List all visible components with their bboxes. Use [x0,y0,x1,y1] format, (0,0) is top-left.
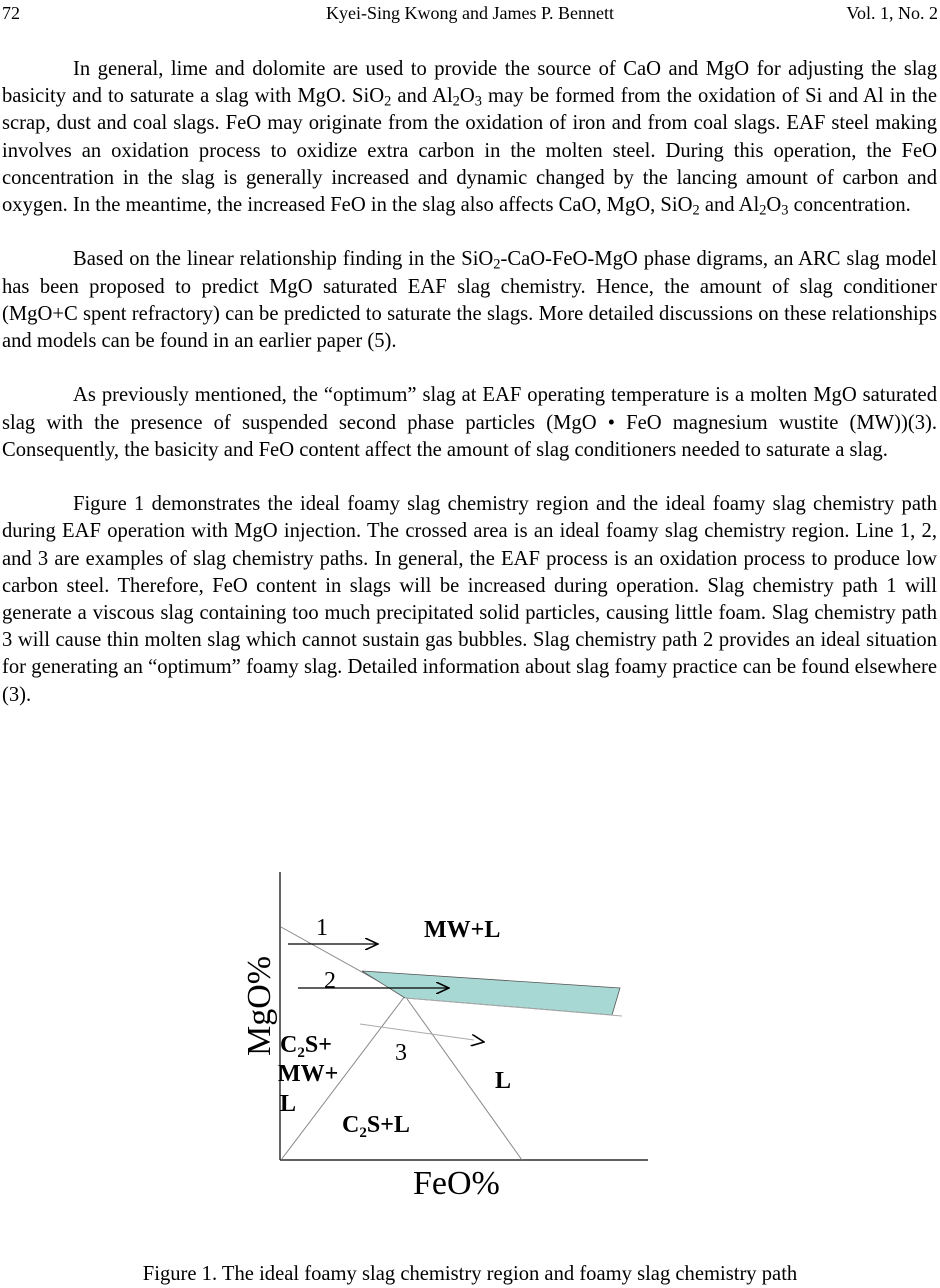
region-label-c2s-mw-l: $C_2S+$ MW+ L [278,1032,339,1117]
x-axis-label: FeO% [413,1165,500,1202]
paragraph [2,56,937,219]
paragraph [2,382,937,464]
subscript: 2 [493,257,501,273]
figure-caption: Figure 1. The ideal foamy slag chemistry region and foamy slag chemistry path [142,1263,798,1285]
paragraph-text: concentration. [788,194,911,217]
subscript: 2 [692,202,700,219]
paragraph-text: -CaO-FeO-MgO phase digrams, an ARC slag model has been proposed to predict MgO saturated EAF slag chemistry. Hence, the amount of slag conditioner (MgO+C spent refractory) can be predicted to saturate the slags. More detailed discussions on these relationships and models can be found in an earlier paper (5). [2,248,937,353]
running-head-authors: Kyei-Sing Kwong and James P. Bennett [326,3,614,23]
region-label-l: L [495,1068,512,1094]
ideal-foamy-slag-region [362,971,620,1015]
paragraph-text: Based on the linear relationship finding in the SiO [73,248,494,271]
y-axis-label: MgO% [241,955,278,1056]
paragraph-text: and Al [391,85,453,108]
page-number: 72 [2,3,20,23]
region-label-mw-l: MW+L [424,917,501,943]
lower-guide-line [360,1024,474,1040]
paragraph-text: As previously mentioned, the “optimum” slag at EAF operating temperature is a molten MgO saturated slag with the presence of suspended second phase particles (MgO • FeO magnesium wustite (MW))(3). Consequently, the basicity and FeO content affect the amount of slag conditioners needed to saturate a slag. [2,384,937,461]
paragraph-text: O [459,85,475,108]
phase-diagram [0,860,940,1220]
body-text [2,56,937,736]
paragraph-text: and Al [699,194,760,217]
paragraph [2,246,937,355]
paragraph-text: O [766,194,782,217]
subscript: 2 [759,202,767,219]
volume-info: Vol. 1, No. 2 [846,3,938,23]
path-label-3: 3 [395,1040,407,1066]
path-label-2: 2 [324,968,336,994]
path-label-1: 1 [316,915,328,941]
subscript: 3 [474,93,482,110]
subscript: 2 [452,93,460,110]
region-label-c2s-l: $C_2S+L$ [342,1112,410,1141]
paragraph [2,491,937,709]
subscript: 2 [384,93,392,110]
phase-diagram-figure [0,860,940,1220]
paragraph-text: In general, lime and dolomite are used to provide the source of CaO and MgO for adjusting the slag basicity and to saturate a slag with MgO. SiO [2,58,937,108]
paragraph-text: may be formed from the oxidation of Si and Al in the scrap, dust and coal slags. FeO may originate from the oxidation of iron and from coal slags. EAF steel making involves an oxidation process to oxidize extra carbon in the molten steel. During this operation, the FeO concentration in the slag is generally increased and dynamic changed by the lancing amount of carbon and oxygen. In the meantime, the increased FeO in the slag also affects CaO, MgO, SiO [2,85,937,217]
page-header [0,0,940,26]
paragraph-text: Figure 1 demonstrates the ideal foamy slag chemistry region and the ideal foamy slag chemistry path during EAF operation with MgO injection. The crossed area is an ideal foamy slag chemistry region. Line 1, 2, and 3 are examples of slag chemistry paths. In general, the EAF process is an oxidation process to produce low carbon steel. Therefore, FeO content in slags will be increased during operation. Slag chemistry path 1 will generate a viscous slag containing too much precipitated solid particles, causing little foam. Slag chemistry path 3 will cause thin molten slag which cannot sustain gas bubbles. Slag chemistry path 2 provides an ideal situation for generating an “optimum” foamy slag. Detailed information about slag foamy practice can be found elsewhere (3). [2,493,937,706]
subscript: 3 [781,202,789,219]
